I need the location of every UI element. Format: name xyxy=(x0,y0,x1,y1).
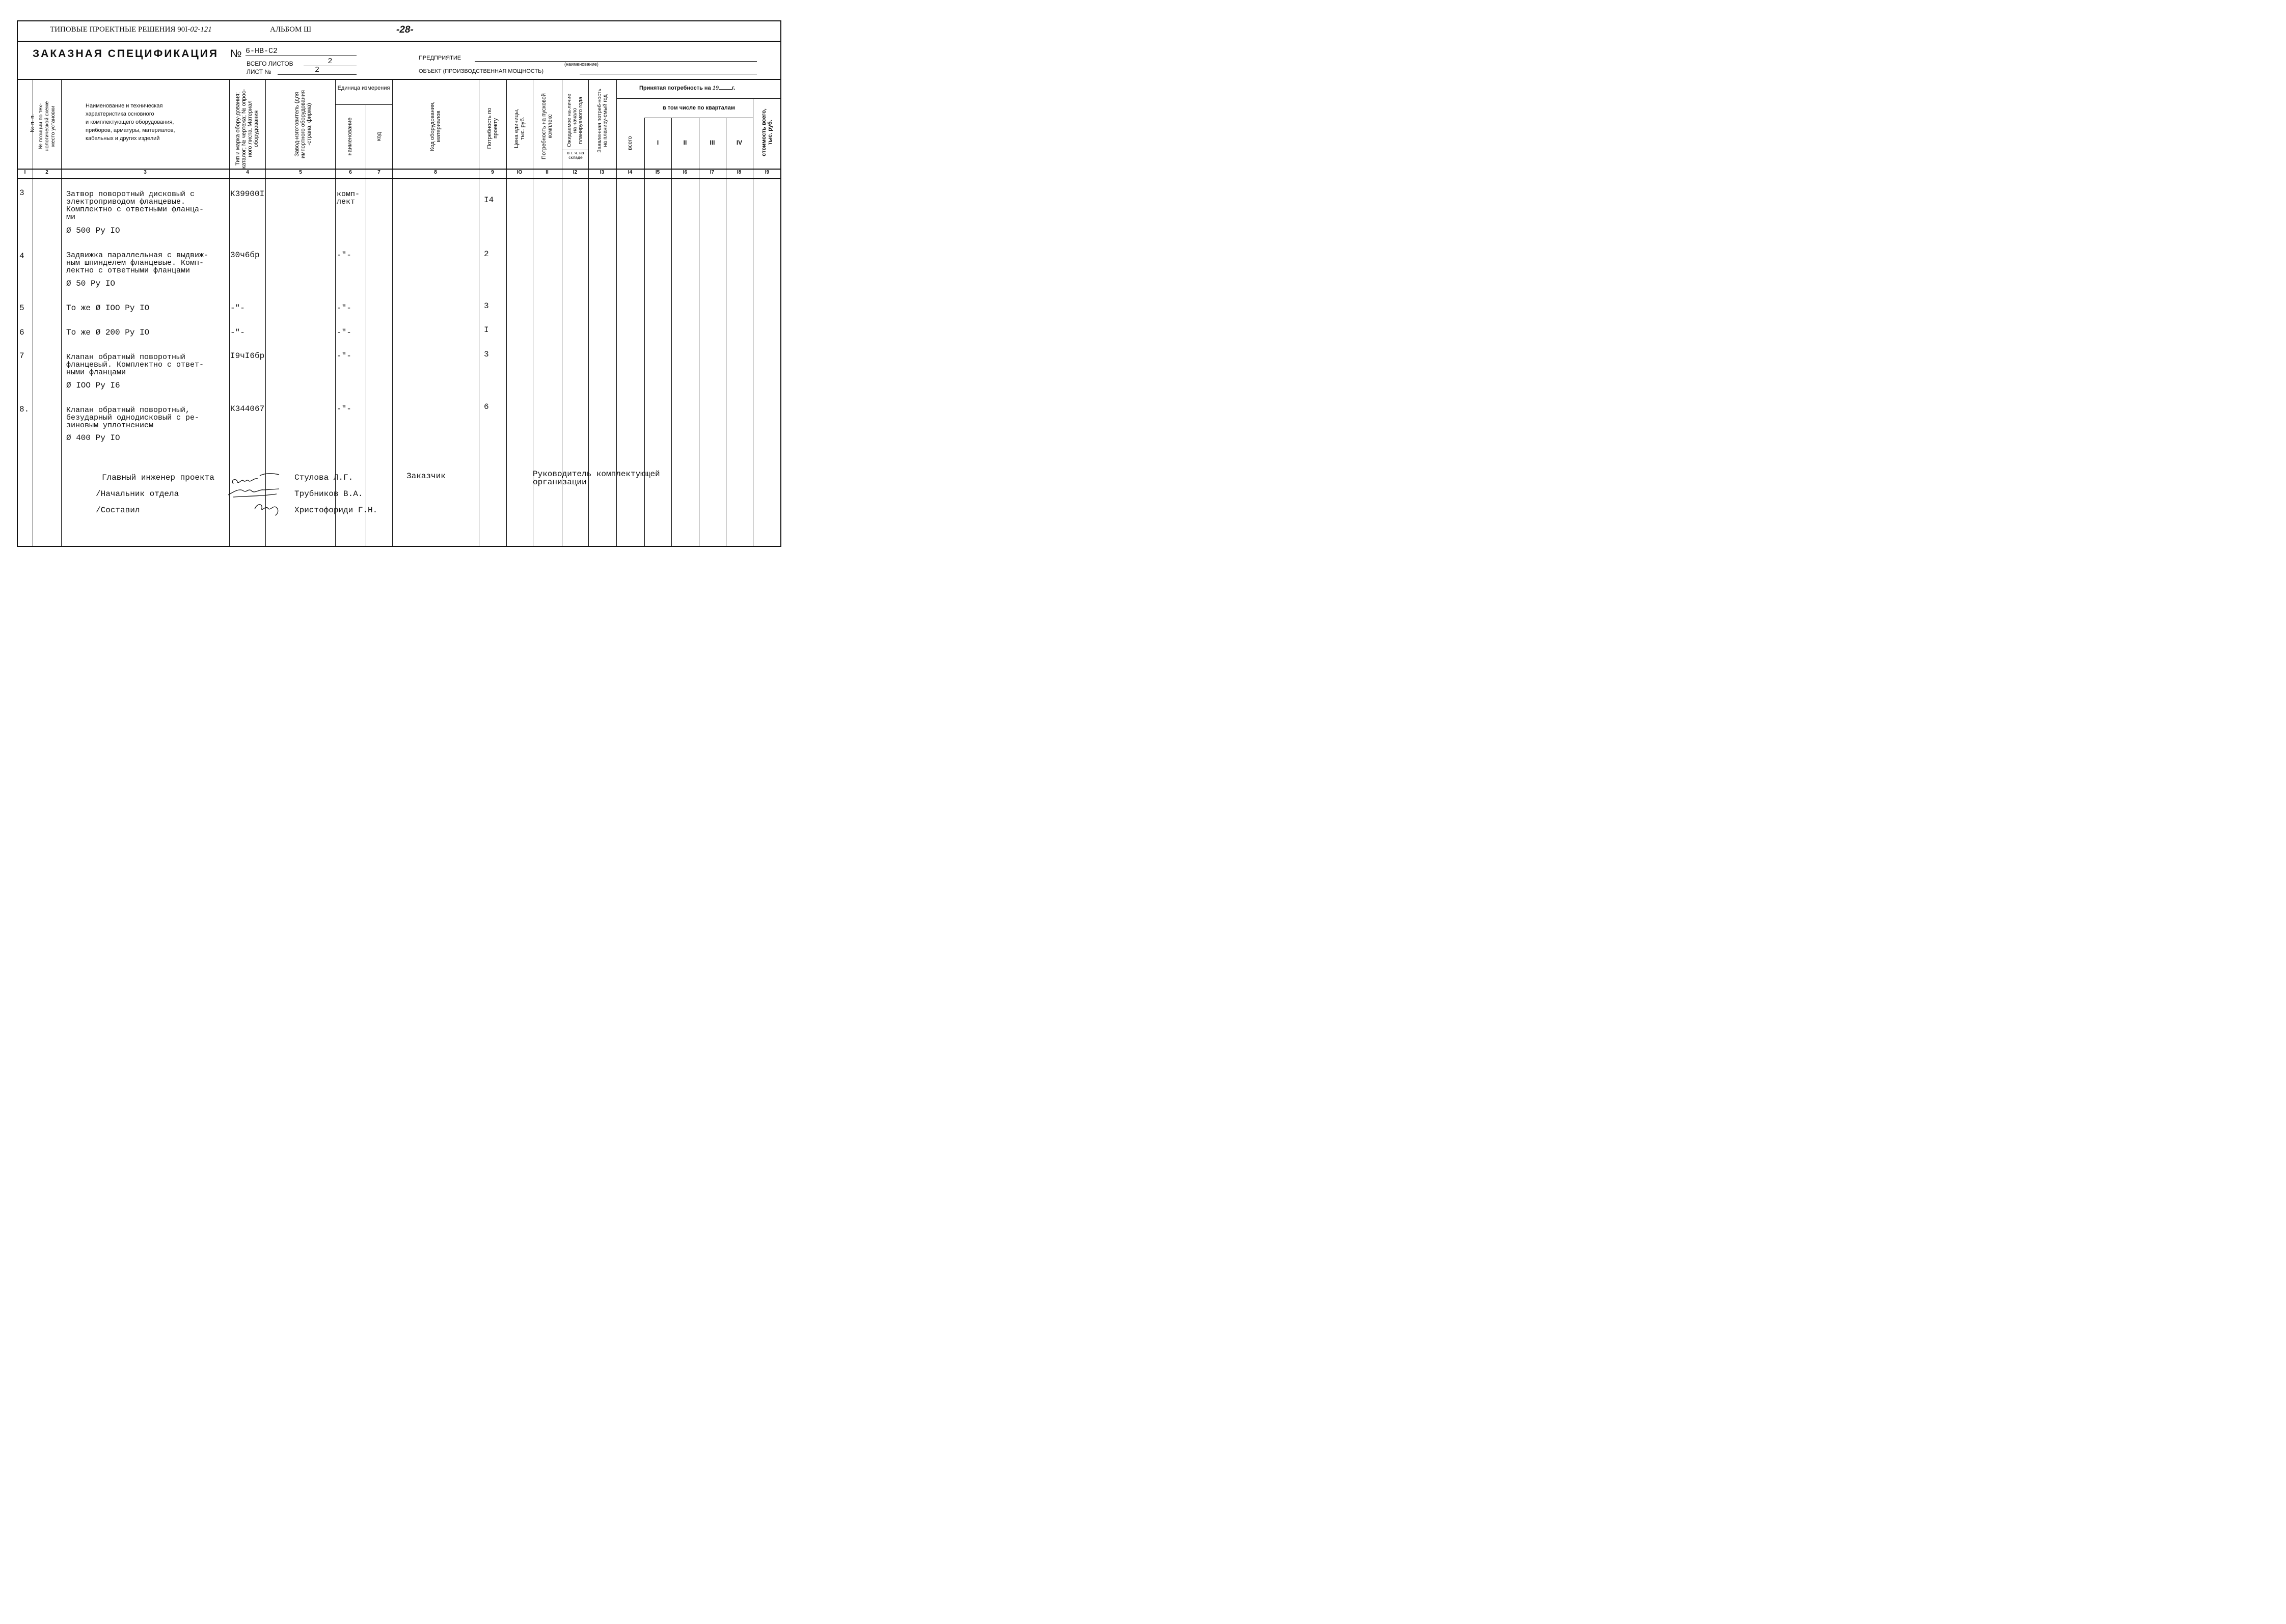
enterprise-label: ПРЕДПРИЯТИЕ xyxy=(419,55,461,61)
sheets-total-label: ВСЕГО ЛИСТОВ xyxy=(247,60,293,67)
row-4-unit: -"- xyxy=(337,251,351,260)
col-header-12-sub: в т. ч. на складе xyxy=(567,150,584,160)
naming-note: (наименование) xyxy=(564,62,598,67)
series-header xyxy=(50,25,212,34)
col-number-17: I7 xyxy=(710,170,715,175)
numbers-bottom-line xyxy=(17,178,781,179)
row-6-unit: -"- xyxy=(337,328,351,337)
row-5-unit: -"- xyxy=(337,304,351,313)
col-line-2 xyxy=(61,79,62,547)
document-title: ЗАКАЗНАЯ СПЕЦИФИКАЦИЯ xyxy=(33,48,219,60)
series-text: ТИПОВЫЕ ПРОЕКТНЫЕ РЕШЕНИЯ 90I- xyxy=(50,25,190,34)
col-header-12: Ожидаемое на-личие на начало планируемого года xyxy=(566,94,584,147)
col-header-2: № позиции по тех-нологической схеме место установки xyxy=(38,101,56,152)
col-number-10: IO xyxy=(516,170,523,175)
row-6-description: То же Ø 200 Ру IO xyxy=(66,328,150,337)
col-header-1: № п. п. xyxy=(30,114,36,132)
col-header-3-line1: Наименование и техническая xyxy=(86,103,163,109)
col-header-3-line5: кабельных и других изделий xyxy=(86,135,160,142)
col-header-14: всего xyxy=(627,136,633,150)
col-header-7: код xyxy=(376,132,382,141)
sheet-label: ЛИСТ № xyxy=(247,68,271,75)
row-6-quantity: I xyxy=(484,325,489,335)
row-3-size: Ø 500 Ру IO xyxy=(66,226,120,235)
q3-header: III xyxy=(710,139,715,146)
row-6-type: -"- xyxy=(230,328,245,337)
sheet-number: 2 xyxy=(278,66,357,75)
col-number-16: I6 xyxy=(683,170,688,175)
row-6-number: 6 xyxy=(19,328,24,337)
col-number-14: I4 xyxy=(628,170,633,175)
col-number-13: I3 xyxy=(600,170,605,175)
col-number-7: 7 xyxy=(377,170,380,175)
col-number-2: 2 xyxy=(45,170,48,175)
col-header-19: стоимость всего, тыс. руб. xyxy=(761,108,773,156)
row-4-size: Ø 50 Ру IO xyxy=(66,279,116,288)
accepted-year: 19 xyxy=(712,85,719,91)
page-number: -28- xyxy=(396,24,414,35)
col-number-15: I5 xyxy=(655,170,660,175)
col-header-3 xyxy=(86,102,175,143)
row-3-description: Затвор поворотный дисковый с электроприводом фланцевые. Комплектно с ответными фланца- ми xyxy=(66,190,204,222)
q4-header: IV xyxy=(736,139,743,146)
col-line-9 xyxy=(506,79,507,547)
object-label: ОБЪЕКТ (ПРОИЗВОДСТВЕННАЯ МОЩНОСТЬ) xyxy=(419,68,544,74)
header-divider xyxy=(17,41,781,42)
row-8-unit: -"- xyxy=(337,404,351,414)
row-5-quantity: 3 xyxy=(484,301,489,311)
row-7-unit: -"- xyxy=(337,351,351,361)
col-line-7 xyxy=(392,79,393,547)
author-name: Христофориди Г.Н. xyxy=(294,506,378,515)
col-number-18: I8 xyxy=(737,170,742,175)
col-header-13: Заявленная потреб-ность на планиру-емый год xyxy=(596,89,608,153)
col-number-5: 5 xyxy=(299,170,302,175)
col-number-9: 9 xyxy=(491,170,494,175)
table-top-border xyxy=(17,79,781,80)
col-header-3-line2: характеристика основного xyxy=(86,111,154,117)
supplier-head-label: Руководитель комплектующей организации xyxy=(533,470,660,487)
col-number-8: 8 xyxy=(434,170,437,175)
spec-number: 6-НВ-С2 xyxy=(246,47,357,56)
col-header-10: Цена единицы, тыс. руб. xyxy=(513,108,526,148)
row-4-type: 30ч6бр xyxy=(230,251,260,260)
q2-header: II xyxy=(683,139,687,146)
spec-number-label: № xyxy=(230,48,242,60)
sheets-total: 2 xyxy=(304,57,357,66)
department-head-label: /Начальник отдела xyxy=(96,489,179,499)
col-number-11: II xyxy=(546,170,549,175)
col-number-1: I xyxy=(24,170,26,175)
col-header-9: Потребность по проекту xyxy=(486,107,499,149)
row-3-type: К39900I xyxy=(230,189,265,199)
col-header-3-line4: приборов, арматуры, материалов, xyxy=(86,127,175,133)
chief-engineer-label: Главный инженер проекта xyxy=(102,473,214,482)
row-8-size: Ø 400 Ру IO xyxy=(66,433,120,443)
col-number-19: I9 xyxy=(765,170,770,175)
q1-header: I xyxy=(657,139,659,146)
row-5-description: То же Ø IOO Ру IO xyxy=(66,304,150,313)
row-3-unit: комп- лект xyxy=(337,190,360,206)
customer-label: Заказчик xyxy=(406,472,446,481)
col-number-12: I2 xyxy=(573,170,578,175)
row-3-quantity: I4 xyxy=(484,196,494,205)
album-label: АЛЬБОМ Ш xyxy=(270,25,312,34)
unit-subheader-line xyxy=(335,104,392,105)
department-head-name: Трубников В.А. xyxy=(294,489,363,499)
accepted-header: Принятая потребность на 19 г. xyxy=(639,85,736,91)
col-number-6: 6 xyxy=(349,170,352,175)
col-header-4: Тип и марка обору-дования; каталог; № чертежа; № опрос-ного листа. Материал оборудования xyxy=(235,89,259,169)
col-number-3: 3 xyxy=(144,170,147,175)
row-7-quantity: 3 xyxy=(484,350,489,359)
author-label: /Составил xyxy=(96,506,140,515)
row-8-quantity: 6 xyxy=(484,402,489,411)
row-8-number: 8. xyxy=(19,405,30,414)
row-7-size: Ø IOO Ру I6 xyxy=(66,381,120,390)
accepted-suffix: г. xyxy=(732,85,736,91)
row-7-description: Клапан обратный поворотный фланцевый. Комплектно с ответ- ными фланцами xyxy=(66,353,204,377)
row-8-type: К344067 xyxy=(230,404,265,414)
row-4-description: Задвижка параллельная с выдвиж- ным шпинделем фланцевые. Комп- лектно с ответными фланцами xyxy=(66,251,209,275)
col-line-15 xyxy=(671,118,672,547)
row-7-number: 7 xyxy=(19,351,24,361)
series-handwritten: 02-121 xyxy=(190,25,212,34)
col-header-11: Потребность на пусковой комплекс xyxy=(541,93,553,159)
handwritten-signatures xyxy=(213,467,289,518)
row-7-type: I9чI6бр xyxy=(230,351,265,361)
row-5-number: 5 xyxy=(19,304,24,313)
chief-engineer-name: Стулова Л.Г. xyxy=(294,473,353,482)
row-5-type: -"- xyxy=(230,304,245,313)
col-header-5: Завод-изготовитель (для импортного оборудования -страна, фирма) xyxy=(294,90,312,159)
row-4-quantity: 2 xyxy=(484,250,489,259)
page-frame xyxy=(17,20,781,547)
accepted-subheader-line xyxy=(616,98,781,99)
col-number-4: 4 xyxy=(246,170,249,175)
row-8-description: Клапан обратный поворотный, безударный однодисковый с ре- зиновым уплотнением xyxy=(66,406,200,430)
row-3-number: 3 xyxy=(19,188,24,198)
enterprise-line xyxy=(475,61,757,62)
col-header-3-line3: и комплектующего оборудования, xyxy=(86,119,174,125)
col-header-6: наименование xyxy=(347,117,353,156)
unit-header: Единица измерения xyxy=(337,85,390,91)
quarters-header: в том числе по кварталам xyxy=(662,105,736,111)
col-header-8: Код оборудования, материалов xyxy=(429,101,442,151)
row-4-number: 4 xyxy=(19,252,24,261)
